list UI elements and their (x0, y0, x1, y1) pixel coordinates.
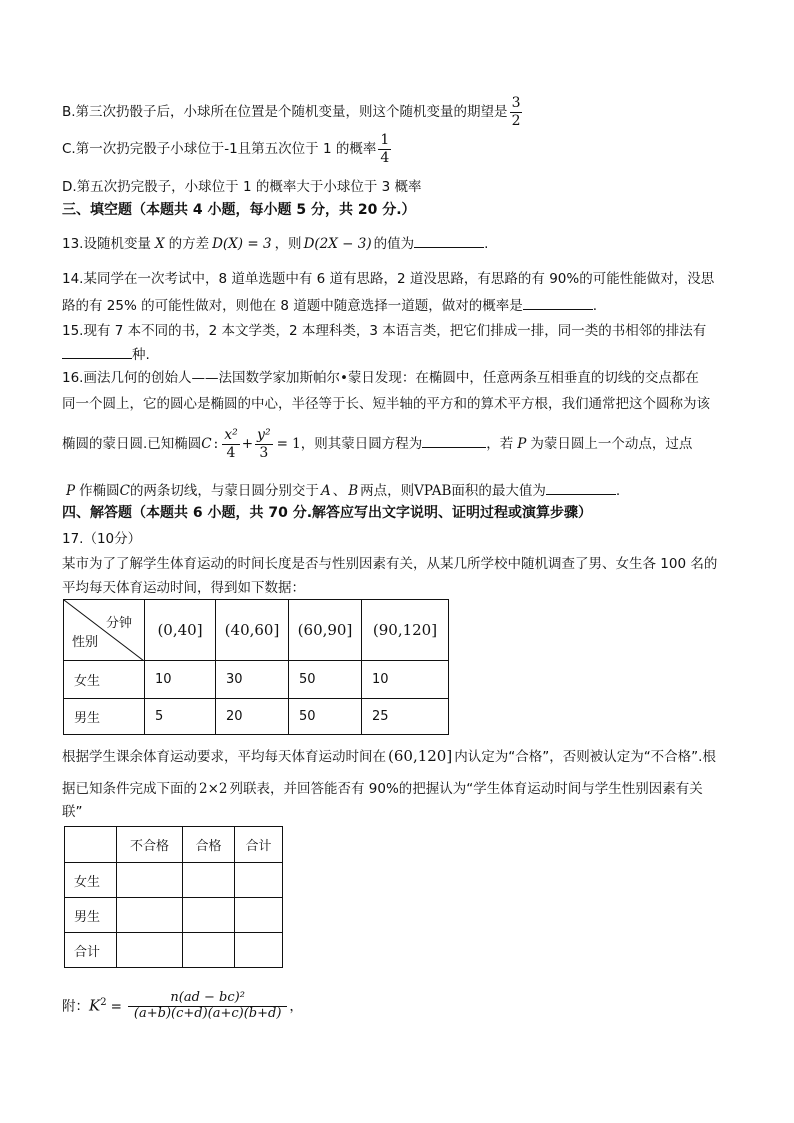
question-17-para1: 根据学生课余体育运动要求，平均每天体育运动时间在 (60,120] 内认定为“合格”，否则被认定为“不合格”.根 (62, 747, 716, 765)
row-label: 男生 (65, 898, 117, 933)
table-cell: 50 (289, 661, 362, 699)
question-17-para3: 联” (62, 804, 83, 820)
answer-blank-16b (546, 480, 616, 495)
ellipse-x-fraction: $\frac{\text{x²}}{4}$ (224, 427, 238, 461)
table-cell (183, 933, 235, 968)
row-label: 女生 (65, 863, 117, 898)
answer-blank-13 (414, 233, 484, 248)
var-x: X (154, 236, 165, 252)
variance-expr-2: D(2X − 3) (303, 236, 372, 252)
option-c-text: C.第一次扔完骰子小球位于-1且第五次位于 1 的概率 (62, 141, 377, 157)
variance-expr: D(X) = 3 (212, 236, 272, 252)
question-14-line2: 路的有 25% 的可能性做对，则他在 8 道题中随意选择一道题，做对的概率是 . (62, 294, 597, 314)
question-16-line1: 16.画法几何的创始人——法国数学家加斯帕尔•蒙日发现：在椭圆中，任意两条互相垂直的切线的交点都在 (62, 370, 699, 386)
row-label: 男生 (64, 699, 145, 735)
table-row (65, 898, 283, 933)
option-c (62, 129, 393, 169)
answer-blank-16a (422, 433, 486, 448)
row-label: 合计 (65, 933, 117, 968)
option-c-fraction: $\frac{1}{4}$ (380, 132, 390, 166)
column-header: (0,40] (145, 600, 216, 661)
table-cell: 25 (362, 699, 449, 735)
column-header: (60,90] (289, 600, 362, 661)
table-cell (117, 933, 183, 968)
qualified-interval: (60,120] (388, 747, 453, 765)
column-header: (90,120] (362, 600, 449, 661)
table-cell: 10 (362, 661, 449, 699)
question-16-line3: 椭圆的蒙日圆.已知椭圆C : $\frac{\text{x²}}{4}$ + $\frac{\text{y²}}{3}$ = 1，则其蒙日圆方程为 ，若 P 为蒙日圆上一个动点，过点 (62, 427, 693, 461)
question-17-line2: 平均每天体育运动时间，得到如下数据： (62, 580, 305, 596)
row-label: 女生 (64, 661, 145, 699)
table-row (65, 933, 283, 968)
question-17-line1: 某市为了了解学生体育运动的时间长度是否与性别因素有关，从某几所学校中随机调查了男、女生各 100 名的 (62, 556, 718, 572)
table-cell: 5 (145, 699, 216, 735)
answer-blank-14 (523, 295, 593, 310)
table-cell: 30 (216, 661, 289, 699)
table-row (64, 699, 449, 735)
table-cell: 10 (145, 661, 216, 699)
column-header: 合格 (183, 827, 235, 863)
table-cell (117, 898, 183, 933)
ellipse-y-fraction: $\frac{\text{y²}}{3}$ (257, 427, 271, 461)
question-13: 13.设随机变量 X 的方差 D(X) = 3 ，则 D(2X − 3) 的值为 . (62, 232, 488, 252)
column-header: 不合格 (117, 827, 183, 863)
table-cell: 20 (216, 699, 289, 735)
table-cell (235, 863, 283, 898)
question-17-para2: 据已知条件完成下面的 2×2 列联表，并回答能否有 90%的把握认为“学生体育运动时间与学生性别因素有关 (62, 781, 703, 797)
option-b-text: B.第三次扔骰子后，小球所在位置是个随机变量，则这个随机变量的期望是 (62, 104, 508, 120)
contingency-table (64, 826, 283, 968)
option-d: D.第五次扔完骰子，小球位于 1 的概率大于小球位于 3 概率 (62, 179, 422, 195)
table-cell (235, 933, 283, 968)
option-b-fraction: $\frac{3}{2}$ (511, 95, 521, 129)
table-row (65, 863, 283, 898)
question-15-line2: 种. (62, 343, 150, 363)
table-row (64, 661, 449, 699)
table-corner-cell (65, 827, 117, 863)
table-cell (117, 863, 183, 898)
formula-fraction: $\frac{\text{n(ad − bc)²}}{(a+b)(c+d)(a+c)(b+d)}$ (128, 991, 288, 1022)
chi-square-formula: 附：$K^2$ = $\frac{\text{n(ad − bc)²}}{(a+b)(c+d)(a+c)(b+d)}$ ， (62, 990, 303, 1021)
answer-blank-15 (62, 344, 132, 359)
question-16-line4: P 作椭圆C的两条切线，与蒙日圆分别交于 A 、 B 两点，则VPAB面积的最大值为 . (66, 479, 620, 499)
table-cell: 50 (289, 699, 362, 735)
data-table (63, 599, 449, 735)
table-cell (183, 898, 235, 933)
table-cell (235, 898, 283, 933)
column-header: (40,60] (216, 600, 289, 661)
question-14-line1: 14.某同学在一次考试中，8 道单选题中有 6 道有思路，2 道没思路，有思路的有 90%的可能性能做对，没思 (62, 271, 715, 287)
question-17-head: 17.（10分） (62, 531, 142, 547)
section-3-title: 三、填空题（本题共 4 小题，每小题 5 分，共 20 分.） (62, 202, 416, 218)
section-4-title: 四、解答题（本题共 6 小题，共 70 分.解答应写出文字说明、证明过程或演算步骤） (62, 505, 593, 521)
column-header: 合计 (235, 827, 283, 863)
question-15-line1: 15.现有 7 本不同的书，2 本文学类，2 本理科类，3 本语言类，把它们排成一排，同一类的书相邻的排法有 (62, 323, 707, 339)
question-16-line2: 同一个圆上，它的圆心是椭圆的中心，半径等于长、短半轴的平方和的算术平方根，我们通常把这个圆称为该 (62, 396, 710, 412)
table-cell (183, 863, 235, 898)
table-corner-cell: 分钟 性别 (64, 600, 145, 661)
option-b (62, 92, 524, 132)
